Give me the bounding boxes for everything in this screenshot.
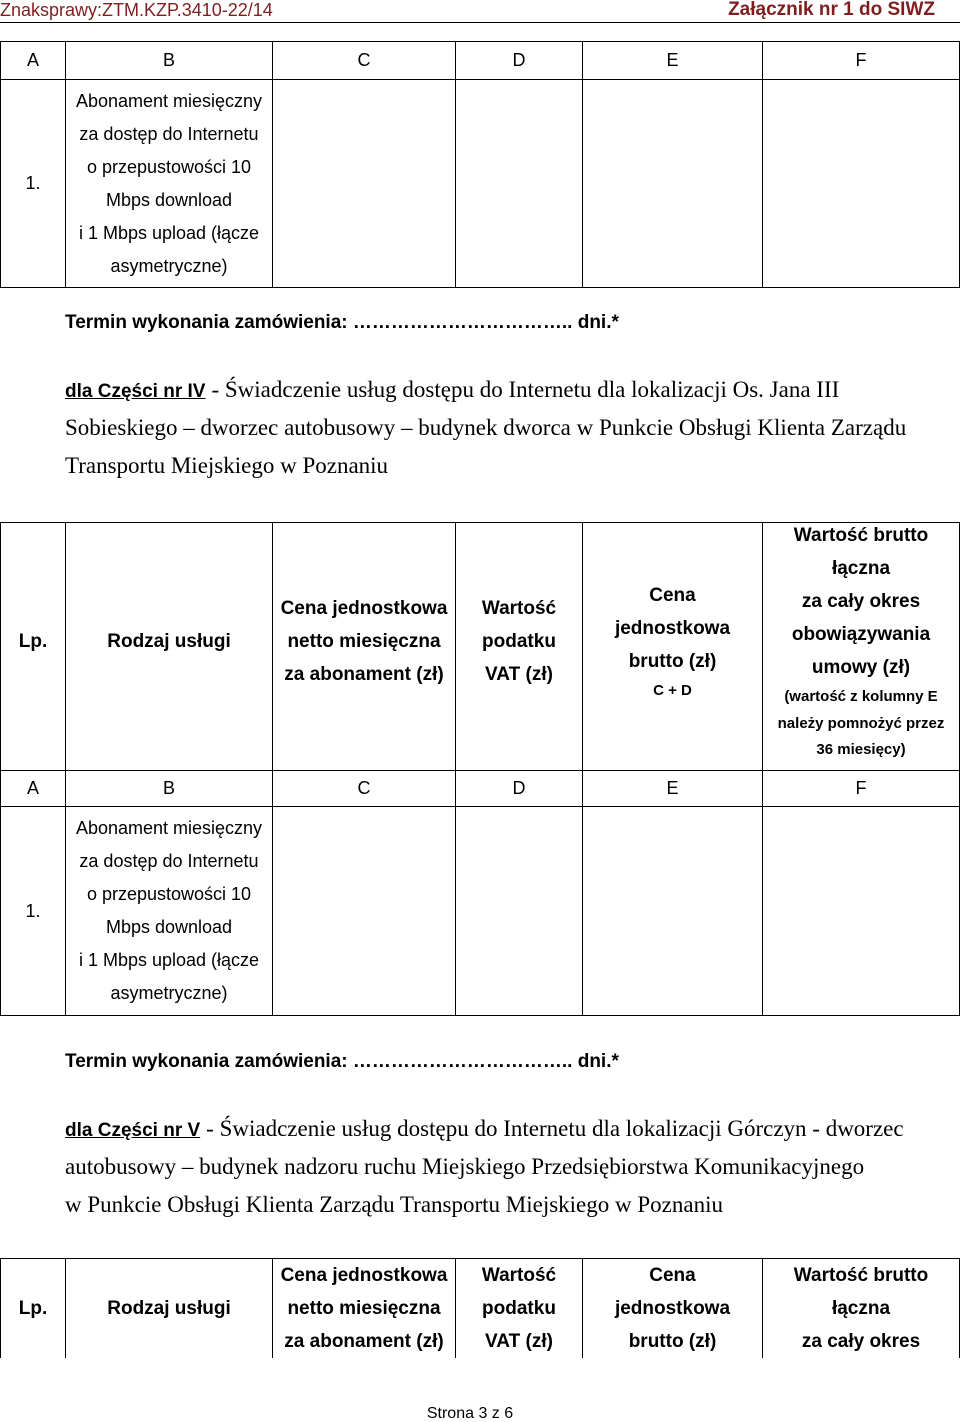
service-description-line: za dostęp do Internetu (79, 851, 259, 871)
header-note-line: (wartość z kolumny E (784, 688, 938, 706)
part-v-title (65, 1110, 904, 1224)
header-line: za abonament (zł) (284, 1331, 444, 1352)
header-vat-text (456, 592, 582, 691)
header-vat (456, 523, 583, 771)
service-description-line: i 1 Mbps upload (łącze (78, 222, 260, 243)
service-description (66, 807, 273, 1016)
header-line: Wartość brutto (793, 525, 929, 547)
header-line: brutto (zł) (628, 1331, 717, 1352)
header-service (66, 523, 273, 771)
header-line: netto miesięczna (287, 1298, 441, 1319)
vat-value-cell (456, 80, 583, 288)
service-description-line: o przepustowości 10 (86, 884, 252, 904)
header-service-label: Rodzaj usługi (107, 631, 231, 652)
header-lp (1, 523, 66, 771)
header-line: łączna (831, 1298, 891, 1319)
header-gross-price-text (583, 579, 762, 705)
column-letter-e: E (583, 771, 763, 807)
header-line: brutto (zł) (628, 650, 717, 672)
header-note-line: należy pomnożyć przez (777, 714, 945, 732)
total-gross-value-cell (763, 807, 960, 1016)
column-letter-e: E (583, 42, 763, 80)
header-gross-price (583, 1259, 763, 1359)
header-line: Cena (649, 584, 696, 606)
header-line: łączna (831, 558, 891, 580)
header-rule (0, 22, 960, 23)
part-title-line (65, 1110, 904, 1148)
completion-deadline: Termin wykonania zamówienia: …………………………….. dni.* (65, 312, 619, 333)
part-label: dla Części nr V (65, 1120, 201, 1141)
header-total-gross (763, 523, 960, 771)
net-price-cell (273, 807, 456, 1016)
column-letter-c: C (273, 42, 456, 80)
header-gross-price (583, 523, 763, 771)
header-service: Rodzaj usługi (66, 1259, 273, 1359)
net-price-cell (273, 80, 456, 288)
header-line: Cena jednostkowa (280, 1265, 448, 1286)
header-line: Cena (649, 1265, 696, 1286)
part-title-line: Transportu Miejskiego w Poznaniu (65, 453, 389, 478)
case-reference: Znaksprawy:ZTM.KZP.3410-22/14 (0, 0, 273, 20)
header-total-gross (763, 1259, 960, 1359)
column-letters-row (1, 771, 960, 807)
column-letter-b: B (66, 42, 273, 80)
part-v-price-table (0, 1258, 960, 1358)
service-description-line: Mbps download (105, 917, 233, 937)
header-line: jednostkowa (614, 1298, 731, 1319)
header-line: Cena jednostkowa (280, 598, 448, 619)
header-lp-label: Lp. (18, 631, 48, 652)
column-letter-b: B (66, 771, 273, 807)
header-net-price (273, 1259, 456, 1359)
header-line: obowiązywania (791, 624, 931, 646)
header-line: Wartość (481, 1265, 557, 1286)
header-line: za cały okres (801, 591, 921, 613)
gross-price-cell (583, 80, 763, 288)
part-title-text: - Świadczenie usług dostępu do Internetu dla lokalizacji Os. Jana III (211, 377, 840, 402)
service-description-line: i 1 Mbps upload (łącze (78, 950, 260, 970)
service-description-line: Abonament miesięczny (75, 90, 263, 111)
column-letter-a: A (1, 42, 66, 80)
part-title-line (65, 371, 906, 409)
column-letters-row (1, 42, 960, 80)
table-header-row (1, 1259, 960, 1359)
column-letter-f: F (763, 771, 960, 807)
service-description-line: Abonament miesięczny (75, 818, 263, 838)
part-iv-title (65, 371, 906, 485)
column-letter-c: C (273, 771, 456, 807)
service-description-line: asymetryczne) (110, 983, 228, 1003)
header-line: Wartość (481, 598, 557, 619)
attachment-title: Załącznik nr 1 do SIWZ (728, 0, 935, 20)
service-description-line: asymetryczne) (110, 255, 228, 276)
page-number: Strona 3 z 6 (426, 1405, 514, 1422)
header-net-price-text (273, 592, 455, 691)
part-title-line: w Punkcie Obsługi Klienta Zarządu Transportu Miejskiego w Poznaniu (65, 1192, 723, 1217)
table-header-row (1, 523, 960, 771)
header-line: Wartość brutto (793, 1265, 929, 1286)
header-line: za abonament (zł) (284, 664, 444, 685)
service-description (66, 80, 273, 288)
part-label: dla Części nr IV (65, 381, 206, 402)
header-line: VAT (zł) (485, 664, 553, 685)
gross-price-cell (583, 807, 763, 1016)
header-net-price (273, 523, 456, 771)
header-line: jednostkowa (614, 617, 731, 639)
service-description-line: Mbps download (105, 189, 233, 210)
service-description-line: o przepustowości 10 (86, 156, 252, 177)
header-note-line: 36 miesięcy) (816, 741, 906, 759)
header-line: netto miesięczna (287, 631, 441, 652)
header-lp: Lp. (1, 1259, 66, 1359)
header-line: VAT (zł) (485, 1331, 553, 1352)
service-description-line: za dostęp do Internetu (79, 123, 259, 144)
header-formula: C + D (653, 681, 692, 699)
part-title-line: autobusowy – budynek nadzoru ruchu Miejskiego Przedsiębiorstwa Komunikacyjnego (65, 1154, 865, 1179)
part-title-line: Sobieskiego – dworzec autobusowy – budynek dworca w Punkcie Obsługi Klienta Zarządu (65, 415, 907, 440)
completion-deadline: Termin wykonania zamówienia: …………………………….. dni.* (65, 1051, 619, 1072)
row-number: 1. (1, 807, 66, 1016)
header-line: umowy (zł) (811, 657, 911, 679)
row-number: 1. (1, 80, 66, 288)
column-letter-d: D (456, 771, 583, 807)
header-total-gross-text (763, 519, 959, 764)
part-iv-price-table (0, 522, 960, 1016)
part-title-text: - Świadczenie usług dostępu do Internetu dla lokalizacji Górczyn - dworzec (206, 1116, 904, 1141)
column-letter-f: F (763, 42, 960, 80)
header-line: podatku (482, 631, 556, 652)
table-row (1, 80, 960, 288)
header-line: za cały okres (801, 1331, 921, 1352)
total-gross-value-cell (763, 80, 960, 288)
vat-value-cell (456, 807, 583, 1016)
header-vat (456, 1259, 583, 1359)
column-letter-d: D (456, 42, 583, 80)
previous-part-price-table (0, 41, 960, 288)
column-letter-a: A (1, 771, 66, 807)
header-line: podatku (482, 1298, 556, 1319)
table-row (1, 807, 960, 1016)
